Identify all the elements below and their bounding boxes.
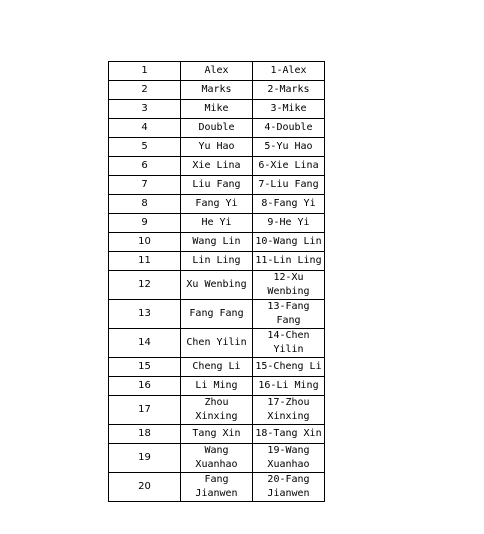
- cell-name[interactable]: Yu Hao: [181, 138, 253, 157]
- cell-name[interactable]: Tang Xin: [181, 425, 253, 444]
- cell-number[interactable]: 8: [109, 195, 181, 214]
- cell-number[interactable]: 19: [109, 444, 181, 473]
- table-row: [109, 329, 325, 358]
- cell-combined[interactable]: 12-Xu Wenbing: [253, 271, 325, 300]
- cell-combined[interactable]: 18-Tang Xin: [253, 425, 325, 444]
- table-row: [109, 425, 325, 444]
- cell-name[interactable]: Fang Fang: [181, 300, 253, 329]
- cell-name[interactable]: Zhou Xinxing: [181, 396, 253, 425]
- cell-combined[interactable]: 2-Marks: [253, 81, 325, 100]
- table-row: [109, 100, 325, 119]
- cell-name[interactable]: Wang Xuanhao: [181, 444, 253, 473]
- cell-name[interactable]: Lin Ling: [181, 252, 253, 271]
- cell-combined[interactable]: 16-Li Ming: [253, 377, 325, 396]
- cell-name[interactable]: He Yi: [181, 214, 253, 233]
- cell-combined[interactable]: 4-Double: [253, 119, 325, 138]
- cell-name[interactable]: Double: [181, 119, 253, 138]
- cell-number[interactable]: 17: [109, 396, 181, 425]
- cell-name[interactable]: Liu Fang: [181, 176, 253, 195]
- table-row: [109, 62, 325, 81]
- cell-name[interactable]: Alex: [181, 62, 253, 81]
- cell-combined[interactable]: 7-Liu Fang: [253, 176, 325, 195]
- table-row: [109, 119, 325, 138]
- cell-combined[interactable]: 3-Mike: [253, 100, 325, 119]
- cell-combined[interactable]: 20-Fang Jianwen: [253, 473, 325, 502]
- table-row: [109, 444, 325, 473]
- cell-name[interactable]: Cheng Li: [181, 358, 253, 377]
- cell-number[interactable]: 3: [109, 100, 181, 119]
- cell-number[interactable]: 7: [109, 176, 181, 195]
- cell-number[interactable]: 6: [109, 157, 181, 176]
- cell-name[interactable]: Li Ming: [181, 377, 253, 396]
- cell-number[interactable]: 16: [109, 377, 181, 396]
- table-row: [109, 377, 325, 396]
- cell-number[interactable]: 10: [109, 233, 181, 252]
- cell-name[interactable]: Fang Jianwen: [181, 473, 253, 502]
- cell-name[interactable]: Mike: [181, 100, 253, 119]
- cell-number[interactable]: 1: [109, 62, 181, 81]
- table-row: [109, 157, 325, 176]
- table-row: [109, 252, 325, 271]
- cell-number[interactable]: 15: [109, 358, 181, 377]
- cell-combined[interactable]: 8-Fang Yi: [253, 195, 325, 214]
- cell-combined[interactable]: 13-Fang Fang: [253, 300, 325, 329]
- cell-name[interactable]: Marks: [181, 81, 253, 100]
- cell-name[interactable]: Xie Lina: [181, 157, 253, 176]
- table-row: [109, 138, 325, 157]
- cell-number[interactable]: 13: [109, 300, 181, 329]
- cell-combined[interactable]: 9-He Yi: [253, 214, 325, 233]
- cell-combined[interactable]: 6-Xie Lina: [253, 157, 325, 176]
- table-row: [109, 176, 325, 195]
- cell-number[interactable]: 18: [109, 425, 181, 444]
- table-row: [109, 300, 325, 329]
- table-row: [109, 358, 325, 377]
- table-row: [109, 214, 325, 233]
- table-row: [109, 271, 325, 300]
- table-row: [109, 81, 325, 100]
- cell-number[interactable]: 12: [109, 271, 181, 300]
- cell-combined[interactable]: 1-Alex: [253, 62, 325, 81]
- cell-name[interactable]: Xu Wenbing: [181, 271, 253, 300]
- table-row: [109, 233, 325, 252]
- cell-combined[interactable]: 10-Wang Lin: [253, 233, 325, 252]
- spreadsheet-table: [108, 61, 325, 502]
- cell-combined[interactable]: 17-Zhou Xinxing: [253, 396, 325, 425]
- table-row: [109, 396, 325, 425]
- cell-number[interactable]: 11: [109, 252, 181, 271]
- cell-number[interactable]: 14: [109, 329, 181, 358]
- cell-name[interactable]: Wang Lin: [181, 233, 253, 252]
- cell-combined[interactable]: 14-Chen Yilin: [253, 329, 325, 358]
- table-row: [109, 473, 325, 502]
- cell-number[interactable]: 4: [109, 119, 181, 138]
- cell-name[interactable]: Fang Yi: [181, 195, 253, 214]
- cell-combined[interactable]: 15-Cheng Li: [253, 358, 325, 377]
- cell-combined[interactable]: 5-Yu Hao: [253, 138, 325, 157]
- cell-number[interactable]: 2: [109, 81, 181, 100]
- cell-number[interactable]: 5: [109, 138, 181, 157]
- cell-number[interactable]: 9: [109, 214, 181, 233]
- cell-combined[interactable]: 19-Wang Xuanhao: [253, 444, 325, 473]
- table-row: [109, 195, 325, 214]
- cell-number[interactable]: 20: [109, 473, 181, 502]
- cell-name[interactable]: Chen Yilin: [181, 329, 253, 358]
- cell-combined[interactable]: 11-Lin Ling: [253, 252, 325, 271]
